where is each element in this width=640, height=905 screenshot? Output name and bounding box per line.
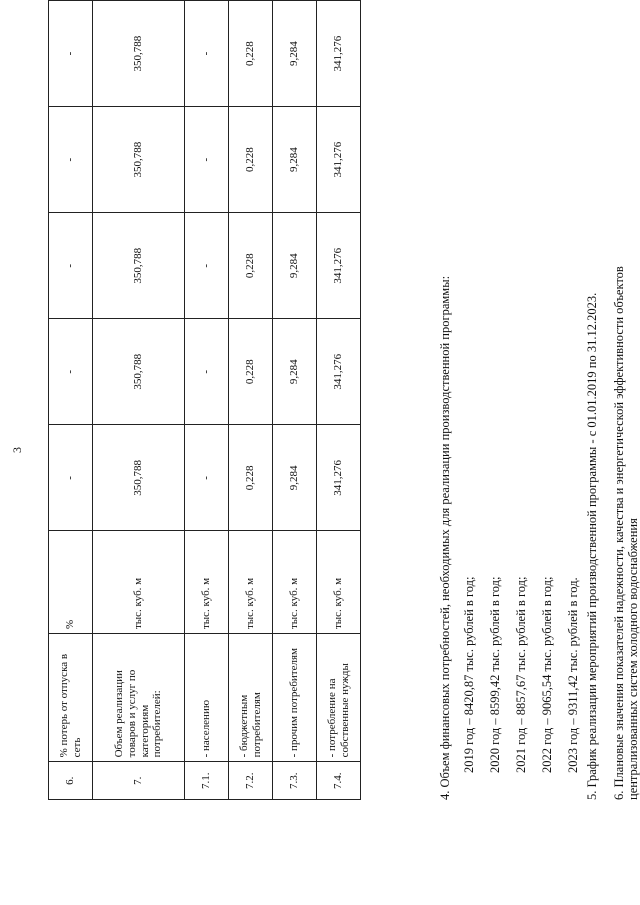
row-number: 7.3. [273,762,317,800]
row-value: 9,284 [273,107,317,213]
funding-year-item: 2023 год – 9311,42 тыс. рублей в год. [566,577,580,773]
row-number: 7.1. [185,762,229,800]
row-value: - [185,319,229,425]
row-value: 341,276 [317,425,361,531]
row-value: 350,788 [93,319,185,425]
funding-year-item: 2020 год – 8599,42 тыс. рублей в год; [488,576,502,773]
row-name: % потерь от отпуска в сеть [49,634,93,762]
row-value: 9,284 [273,425,317,531]
row-value: 341,276 [317,107,361,213]
section6-line1: 6. Плановые значения показателей надежности, качества и энергетической эффективности объектов [612,266,626,800]
row-value: 341,276 [317,1,361,107]
table-row [49,1,93,800]
section6-line2: централизованных систем холодного водоснабжения [626,518,640,800]
row-value: - [185,107,229,213]
row-value: 350,788 [93,213,185,319]
table-row [185,1,229,800]
row-name: - прочим потребителям [273,634,317,762]
funding-year-item: 2021 год – 8857,67 тыс. рублей в год; [514,576,528,773]
row-unit: % [49,531,93,634]
row-number: 7.2. [229,762,273,800]
row-value: 350,788 [93,1,185,107]
row-value: - [49,425,93,531]
row-value: 341,276 [317,213,361,319]
row-value: 9,284 [273,319,317,425]
page-number: 3 [10,447,24,453]
table-row [273,1,317,800]
row-number: 7. [93,762,185,800]
row-value: - [49,107,93,213]
production-program-table [48,0,361,800]
row-value: 0,228 [229,425,273,531]
row-unit: тыс. куб. м [185,531,229,634]
row-unit: тыс. куб. м [93,531,185,634]
table-row [93,1,185,800]
row-value: 9,284 [273,213,317,319]
section4-heading: 4. Объем финансовых потребностей, необходимых для реализации производственной программы: [438,275,452,800]
row-value: 341,276 [317,319,361,425]
row-value: - [49,319,93,425]
row-name: - бюджетным потребителям [229,634,273,762]
row-number: 6. [49,762,93,800]
row-value: - [185,213,229,319]
row-value: 0,228 [229,1,273,107]
row-value: 350,788 [93,425,185,531]
table-row [317,1,361,800]
row-number: 7.4. [317,762,361,800]
row-unit: тыс. куб. м [229,531,273,634]
row-value: 0,228 [229,107,273,213]
row-value: 0,228 [229,319,273,425]
row-value: 9,284 [273,1,317,107]
row-value: 350,788 [93,107,185,213]
row-name: - потребление на собственные нужды [317,634,361,762]
row-value: - [49,1,93,107]
row-name: - населению [185,634,229,762]
row-unit: тыс. куб. м [317,531,361,634]
row-value: 0,228 [229,213,273,319]
table-row [229,1,273,800]
row-value: - [49,213,93,319]
row-unit: тыс. куб. м [273,531,317,634]
funding-year-item: 2019 год – 8420,87 тыс. рублей в год; [462,576,476,773]
section5-text: 5. График реализации мероприятий производственной программы - с 01.01.2019 по 31.12.2023. [585,292,599,800]
row-value: - [185,1,229,107]
row-value: - [185,425,229,531]
funding-year-item: 2022 год – 9065,54 тыс. рублей в год; [540,576,554,773]
row-name: Объем реализации товаров и услуг по категориям потребителей: [93,634,185,762]
